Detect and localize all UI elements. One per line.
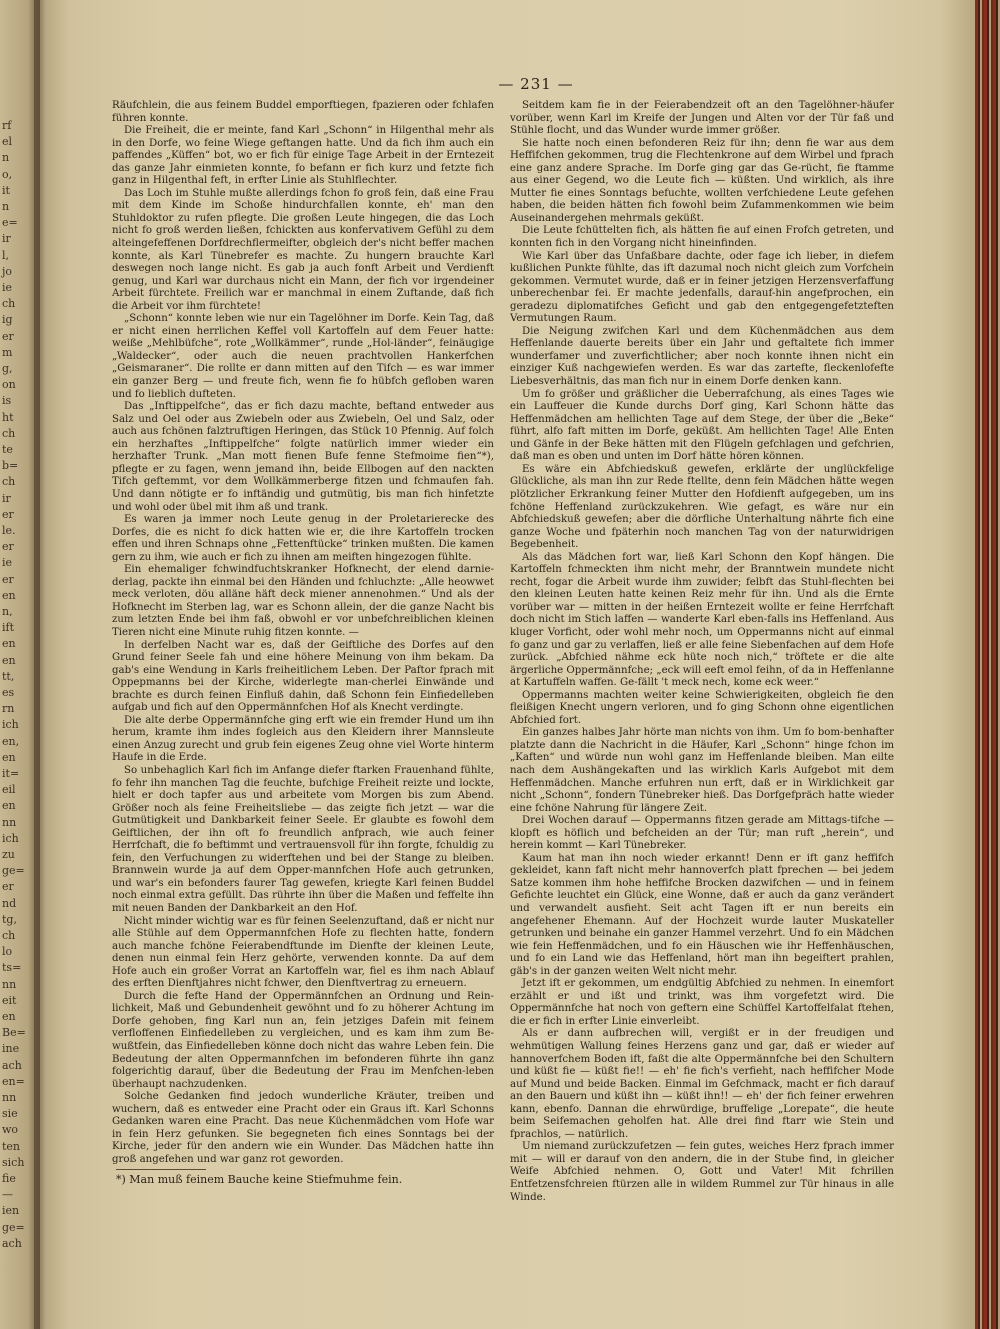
facing-page-fragment: en	[2, 1010, 16, 1023]
facing-page-fragment: ich	[2, 718, 19, 732]
left-paragraph: Solche Gedanken find jedoch wunderliche Kräuter, treiben und wuchern, daß es entweder eine Pracht oder ein Graus ift. Karl Schonns Gedanken waren eine Pracht. Das neue Küchenmädchen vom Hofe war in fein Herz gefunken. Sie begegneten fich eines Sonntags bei der Kirche, jeder für den andern wie ein Wunder. Das Mädchen hatte ihn groß angefehen und war ganz rot geworden.	[112, 1091, 494, 1165]
left-paragraph: Räufchlein, die aus feinem Buddel emporftiegen, fpazieren oder fchlafen führen konnte.	[112, 100, 494, 124]
facing-page-fragment: ach	[2, 1236, 22, 1250]
left-paragraph: In derfelben Nacht war es, daß der Geiftliche des Dorfes auf den Grund feiner Seele fah und eine höhere Meinung von ihm bekam. Da gab's eine Wendung in Karls freiheitlichem Leben. Der Paftor fprach mit Oppepmanns bei der Kirche, widerlegte man-cherlei Einwände und brachte es durch feinen Einfluß dahin, daß Schonn fein Einfiedelleben aufgab und fich auf den Oppermännfchen Hof als Knecht verdingte.	[112, 639, 494, 714]
facing-page-fragment: le.	[2, 524, 16, 537]
facing-page-fragment: nn	[2, 1091, 17, 1104]
facing-page-fragment: ge=	[2, 1220, 25, 1234]
facing-page-fragment: ach	[2, 1058, 22, 1072]
facing-page-fragment: ten	[2, 1139, 21, 1153]
facing-page-fragment: ine	[2, 1042, 20, 1056]
right-text-column	[510, 100, 894, 1204]
book-gutter	[34, 0, 46, 1329]
book-edge	[975, 0, 1000, 1329]
facing-page-fragment: sich	[2, 1155, 25, 1169]
facing-page-fragment: nn	[2, 815, 17, 829]
facing-page-fragment: it	[2, 183, 10, 197]
facing-page-fragment: ht	[2, 410, 14, 424]
facing-page-fragment: ch	[2, 297, 16, 311]
right-paragraph: Ein ganzes halbes Jahr hörte man nichts von ihm. Um fo bom-benhafter platzte dann die Nachricht in die Häufer, Karl „Schonn“ hinge fchon im „Kaften“ und würde nun wohl ganz im Heffenlande bleiben. Man eilte nach dem Aushängekaften und las wirklich Karls Aufgebot mit dem Heffenmädchen. Manche erfuhren nun erft, daß er in Wirklichkeit gar nicht „Schonn“, fondern Tünebreker hieß. Das Dorfgefpräch hatte wieder eine fchöne Nahrung für längere Zeit.	[510, 727, 894, 814]
right-paragraph: Es wäre ein Abfchiedskuß gewefen, erklärte der unglückfelige Glückliche, als man ihn zur Rede ftellte, denn fein Mädchen hätte wegen plötzlicher Erkrankung feiner Mutter den Hofdienft aufgegeben, um ins fchöne Heffenland zurückzukehren. Wie gefagt, es wäre nur ein Abfchiedskuß gewefen; aber die dörfliche Unterhaltung nährte fich eine ganze Woche und fpäterhin noch manchen Tag von der naturwidrigen Begebenheit.	[510, 463, 894, 551]
facing-page-fragment: ch	[2, 426, 16, 440]
facing-page-fragment: rn	[2, 702, 15, 716]
facing-page-fragment: es	[2, 686, 15, 699]
facing-page-fragment: ts=	[2, 961, 22, 975]
left-paragraph: So unbehaglich Karl fich im Anfange diefer ftarken Frauenhand fühlte, fo fehr ihn manchen Tag die feuchte, bufchige Freiheit reizte und lockte, hielt er doch tapfer aus und arbeitete vom Morgen bis zum Abend. Größer noch als feine Freiheitsliebe — das zeigte fich jetzt — war die Gutmütigkeit und Dankbarkeit feiner Seele. Er glaubte es fowohl dem Geiftlichen, der ihn oft fo freundlich anfprach, wie auch feiner Herrfchaft, die fo beftimmt und vertrauensvoll für ihn forgte, fchuldig zu fein, den Verfuchungen zu widerftehen und bei der Stange zu bleiben. Brannwein wurde ja auf dem Opper-mannfchen Hofe auch getrunken, und war's ein befonders faurer Tag gewefen, kriegte Karl feinen Buddel noch einmal extra gefüllt. Das rührte ihn über die Maßen und feffelte ihn mit neuen Banden der Dankbarkeit an den Hof.	[112, 764, 494, 914]
facing-page-fragment: en	[2, 799, 16, 813]
facing-page-fragment: ien	[2, 1204, 20, 1218]
facing-page-fragment: tg,	[2, 912, 17, 926]
footnote: *) Man muß feinem Bauche keine Stiefmuhme fein.	[116, 1173, 403, 1187]
facing-page-fragment: sie	[2, 1107, 18, 1121]
facing-page-fragment: g,	[2, 362, 13, 375]
right-paragraph: Jetzt ift er gekommen, um endgültig Abfchied zu nehmen. In einemfort erzählt er und ißt und trinkt, was ihm vorgefetzt wird. Die Oppermännfche hat noch von geftern eine Schüffel Kartoffelfalat ftehen, die er fich in erfter Linie einverleibt.	[510, 978, 894, 1027]
facing-page-fragment: it=	[2, 767, 20, 780]
facing-page-fragment: ch	[2, 475, 16, 489]
right-paragraph: Oppermanns machten weiter keine Schwierigkeiten, obgleich fie den fleißigen Knecht ungern verloren, und fo ging Schonn ohne eigentlichen Abfchied fort.	[510, 689, 894, 726]
facing-page-fragment: e=	[2, 216, 18, 230]
left-text-column	[112, 100, 494, 1187]
left-paragraph: Die alte derbe Oppermännfche ging erft wie ein fremder Hund um ihn herum, kramte ihm indes fogleich aus den Kleidern ihrer Mannsleute einen Anzug zurecht und grub fein eigenes Zeug ohne viel Worte hinterm Haufe in die Erde.	[112, 714, 494, 764]
facing-page-fragment: jo	[2, 264, 13, 278]
facing-page-fragment: ir	[2, 491, 11, 505]
facing-page-fragment: er	[2, 540, 14, 554]
right-paragraph: Als das Mädchen fort war, ließ Karl Schonn den Kopf hängen. Die Kartoffeln fchmeckten ihm nicht mehr, der Branntwein mundete nicht recht, fogar die Arbeit wurde ihm zuwider; felbft das Stuhl-flechten bei den kleinen Leuten hatte keinen Reiz mehr für ihn. Und als die Ernte vorüber war — mitten in der heißen Erntezeit wollte er feine Herrfchaft doch nicht im Stich laffen — wanderte Karl eben-falls ins Heffenland. Aus kluger Vorficht, oder wohl mehr noch, um Oppermanns nicht auf einmal fo ganz und gar zu verlaffen, ließ er alle feine Siebenfachen auf dem Hofe zurück. „Abfchied nähme eck hüte noch nich,“ tröftete er die alte ärgerliche Oppermännfche; „eck will eeft emol feihn, of da in Heffenlanne at Kartuffeln waffen. Ge-fällt 't meck nech, kome eck weer.“	[510, 551, 894, 689]
right-paragraph: Kaum hat man ihn noch wieder erkannt! Denn er ift ganz heffifch gekleidet, kann faft nicht mehr hannoverfch platt fprechen — bei jedem Satze kommen ihm hohe heffifche Brocken dazwifchen — und in feinem Gefichte leuchtet ein Glück, eine Wonne, daß er auch da ganz verändert und verwandelt ausfieht. Seit acht Tagen ift er nun bereits ein angefehener Ehemann. Auf der Hochzeit wurde lauter Muskateller getrunken und beinahe ein ganzer Hammel verzehrt. Und fo ein Mädchen wie fein Heffenmädchen, und fo ein Häuschen wie ihr Heffenhäuschen, und fo ein Land wie das Heffenland, hört man ihn begeiftert prahlen, gäb's in der ganzen weiten Welt nicht mehr.	[510, 852, 894, 977]
right-paragraph: Die Neigung zwifchen Karl und dem Küchenmädchen aus dem Heffenlande dauerte bereits über ein Jahr und geftaltete fich immer wunderfamer und zuverfichtlicher; aber noch konnte ihnen nicht ein einziger Kuß nachgewiefen werden. Es war das zartefte, fleckenlofefte Liebesverhältnis, das man fich nur in einem Dorfe denken kann.	[510, 325, 894, 388]
right-paragraph: Um niemand zurückzufetzen — fein gutes, weiches Herz fprach immer mit — will er darauf von den andern, die in der Stube find, in gleicher Weife Abfchied nehmen. O, Gott und Vater! Mit fchrillen Entfetzensfchreien ftürzen alle in wildem Rummel zur Tür hinaus in alle Winde.	[510, 1141, 894, 1203]
facing-page-fragment: en	[2, 588, 16, 602]
facing-page-fragment: er	[2, 880, 14, 894]
facing-page-fragment: ie	[2, 556, 13, 570]
left-paragraph: Nicht minder wichtig war es für feinen Seelenzuftand, daß er nicht nur alle Stühle auf dem Oppermannfchen Hofe zu flechten hatte, fondern auch manche fchöne Feierabendftunde im Dienfte der kleinen Leute, denen nun einmal fein Herz gehörte, verwenden konnte. Da auf dem Hofe auch ein großer Vorrat an Kartoffeln war, fiel es ihm nach Ablauf des erften Dienftjahres nicht fchwer, den Dienftvertrag zu erneuern.	[112, 915, 494, 990]
facing-page-fragment: Be=	[2, 1026, 26, 1040]
facing-page-fragment: is	[2, 394, 12, 408]
facing-page-fragment: ie	[2, 281, 13, 294]
facing-page-fragment: n	[2, 151, 10, 165]
facing-page-fragment: er	[2, 572, 14, 586]
facing-page-fragment: b=	[2, 459, 19, 473]
facing-page-fragment: el	[2, 135, 13, 149]
facing-page-fragment: zu	[2, 848, 15, 861]
left-paragraph: Es waren ja immer noch Leute genug in der Proletarierecke des Dorfes, die es nicht fo dick hatten wie er, die ihre Kartoffeln trocken effen und ihren Schnaps ohne „Fettenftücke“ trinken mußten. Die kamen gern zu ihm, wie auch er fich zu ihnen am meiften hingezogen fühlte.	[112, 514, 494, 563]
right-paragraph: Wie Karl über das Unfaßbare dachte, oder fage ich lieber, in diefem kußlichen Punkte fühlte, das ift dazumal noch nicht gleich zum Vorfchein gekommen. Vermutet wurde, daß er in feiner jetzigen Herzensverfaffung unberechenbar fei. Er machte jedenfalls, darauf-hin angefprochen, ein geradezu diplomatifches Geficht und gab den entgegengefetzteften Vermutungen Raum.	[510, 250, 894, 325]
facing-page-fragment: m	[2, 345, 13, 359]
left-paragraph: Durch die fefte Hand der Oppermännfchen an Ordnung und Rein-lichkeit, Maß und Gebundenheit gewöhnt und fo zu höherer Achtung im Dorfe gehoben, fing Karl nun an, fein jetziges Dafein mit feinem verfloffenen Einfiedelleben zu vergleichen, und es kam ihm zum Be-wußtfein, das Einfiedelleben könne doch nicht das wahre Leben fein. Die Bedeutung der alten Oppermannfchen im befonderen führte ihn ganz folgerichtig darauf, über die Bedeutung der Frau im Menfchen-leben überhaupt nachzudenken.	[112, 990, 494, 1090]
facing-page-fragment: nd	[2, 896, 17, 910]
facing-page-fragment: eil	[2, 783, 16, 797]
facing-page-fragment: en	[2, 750, 16, 764]
right-paragraph: Sie hatte noch einen befonderen Reiz für ihn; denn fie war aus dem Heffifchen gekommen, trug die Flechtenkrone auf dem Wirbel und fprach eine ganz andere Sprache. Im Dorfe ging gar das Ge-rücht, fie ftamme aus einer Gegend, wo die Leute fich — küßten. Und wirklich, als ihre Mutter fie eines Sonntags befuchte, wollten verfchiedene Leute gefehen haben, die beiden hätten fich fowohl beim Zufammenkommen wie beim Auseinandergehen mehrmals geküßt.	[510, 137, 894, 224]
facing-page-fragment: ig	[2, 313, 13, 327]
right-paragraph: Die Leute fchüttelten fich, als hätten fie auf einen Frofch getreten, und konnten fich in den Vorgang nicht hineinfinden.	[510, 225, 894, 250]
left-paragraph: „Schonn“ konnte leben wie nur ein Tagelöhner im Dorfe. Kein Tag, daß er nicht einen herrlichen Keffel voll Kartoffeln auf dem Feuer hatte: weiße „Mehlbüfche“, rote „Wollkämmer“, runde „Hol-länder“, feinäugige „Waldecker“, oder auch die neuen prachtvollen Hankerfchen „Geismaraner“. Die rollte er dann mitten auf den Tifch — es war immer ein ganzer Berg — und freute fich, wenn fie fo hübfch gefloben waren und fo lieblich dufteten.	[112, 313, 494, 400]
right-paragraph: Als er dann aufbrechen will, vergißt er in der freudigen und wehmütigen Wallung feines Herzens ganz und gar, daß er wieder auf hannoverfchem Boden ift, faßt die alte Oppermännfche bei den Schultern und küßt fie — küßt fie!! — eh' fie fich's verfieht, nach heffifcher Mode auf Mund und beide Backen. Einmal im Gefchmack, macht er fich darauf an den Bauern und küßt ihn — küßt ihn!! — eh' der fich feiner erwehren kann, ebenfo. Dannan die ehrwürdige, bruffelige „Lorepate“, die heute beim Seifemachen geholfen hat. Alle drei find ftarr wie Stein und fprachlos, — natürlich.	[510, 1028, 894, 1140]
facing-page-fragment: n,	[2, 605, 13, 618]
facing-page-fragment: ch	[2, 929, 16, 942]
facing-page-fragment: on	[2, 378, 16, 392]
facing-page-fragment: l,	[2, 248, 10, 262]
facing-page-fragment: en	[2, 653, 16, 667]
facing-page-fragment: o,	[2, 167, 13, 181]
facing-page-fragment: tt,	[2, 669, 15, 683]
facing-page-fragment: er	[2, 329, 14, 343]
page-number: — 231 —	[498, 75, 574, 93]
facing-page-fragment: eit	[2, 993, 17, 1007]
right-paragraph: Um fo größer und gräßlicher die Ueberrafchung, als eines Tages wie ein Lauffeuer die Kunde durchs Dorf ging, Karl Schonn hätte das Heffenmädchen am hellichten Tage auf dem Stege, der über die „Beke“ führt, alfo faft mitten im Dorfe, geküßt. Am hellichten Tage! Alle Enten und Gänfe in der Beke hätten mit den Flügeln gefchlagen und gefchrien, daß man es oben und unten im Dorf hätte hören können.	[510, 388, 894, 463]
facing-page-fragment: ge=	[2, 864, 25, 878]
facing-page-fragment: n	[2, 200, 10, 213]
facing-page-fragment: nn	[2, 977, 17, 991]
facing-page-fragment: er	[2, 507, 14, 521]
facing-page-fragment: —	[2, 1188, 13, 1202]
left-paragraph: Ein ehemaliger fchwindfuchtskranker Hofknecht, der elend darnie-derlag, packte ihn einmal bei den Händen und fchluchzte: „Alle heowwet meck verloten, döu alläne häft deck miener annenohmen.“ Und als der Hofknecht im Sterben lag, war es Schonn allein, der die ganze Nacht bis zum letzten Ende bei ihm faß, obwohl er vor unbefchreiblichen kleinen Tieren nicht eine Minute ruhig fitzen konnte. —	[112, 564, 494, 638]
facing-page-fragment: ich	[2, 831, 19, 845]
left-paragraph: Die Freiheit, die er meinte, fand Karl „Schonn“ in Hilgenthal mehr als in den Dorfe, wo feine Wiege geftangen hatte. Und da fich ihm auch ein paffendes „Küffen“ bot, wo er fich für einige Tage Arbeit in der Erntezeit das ganze Jahr einmieten konnte, fo befann er fich kurz und fetzte fich ganz in Hilgenthal feft, in erfter Linie als Stuhlflechter.	[112, 125, 494, 187]
facing-page-fragment: en,	[2, 734, 20, 748]
footnote-separator	[116, 1169, 206, 1170]
facing-page-fragment: wo	[2, 1123, 19, 1137]
facing-page-fragment: en=	[2, 1074, 25, 1088]
right-paragraph: Seitdem kam fie in der Feierabendzeit oft an den Tagelöhner-häufer vorüber, wenn Karl im Kreife der Jungen und Alten vor der Tür faß und Stühle flocht, und das Wunder wurde immer größer.	[510, 100, 894, 137]
facing-page-fragment: en	[2, 637, 16, 651]
left-paragraph: Das Loch im Stuhle mußte allerdings fchon fo groß fein, daß eine Frau mit dem Kinde im Schoße hindurchfallen konnte, eh' man den Stuhldoktor zu rufen pflegte. Die großen Leute hingegen, die das Loch nicht fo groß werden ließen, fchickten aus konfervativem Gefühl zu dem alteingefeffenen Dorfdrechflermeifter, obgleich der's nicht beffer machen konnte, als Karl Tünebrefer es machte. Zu hungern brauchte Karl deswegen noch lange nicht. Es gab ja auch fonft Arbeit und Verdienft genug, und Karl war durchaus nicht ein Mann, der fich vor irgendeiner Arbeit fürchtete. Freilich war er manchmal in einem Zuftande, daß fich die Arbeit vor ihm fürchtete!	[112, 187, 494, 312]
facing-page-fragment: ift	[2, 621, 15, 635]
facing-page-fragment: rf	[2, 119, 12, 132]
facing-page-fragment: te	[2, 443, 13, 456]
facing-page-fragment: ir	[2, 232, 11, 246]
left-paragraph: Das „Inftippelfche“, das er fich dazu machte, beftand entweder aus Salz und Oel oder aus Zwiebeln oder aus Zwiebeln, Oel und Salz, oder auch aus fchönen falztruftigen Heringen, das Stück 10 Pfennig. Auf folch ein herzhaftes „Inftippelfche“ folgte natürlich immer wieder ein herzhafter Trunk. „Man mott fienen Bufe fenne Stefmoime fien“*), pflegte er zu fagen, wenn jemand ihn, beide Ellbogen auf den nackten Tifch geftemmt, vor dem Wollkämmerberge fitzen und fchmaufen fah. Und dann nötigte er fo inftändig und gutmütig, bis man fich hinfetzte und wohl oder übel mit ihm aß und trank.	[112, 401, 494, 513]
facing-page-fragment: fie	[2, 1172, 16, 1185]
facing-page-fragment: lo	[2, 945, 13, 959]
right-paragraph: Drei Wochen darauf — Oppermanns fitzen gerade am Mittags-tifche — klopft es höflich und befcheiden an der Tür; man ruft „herein“, und herein kommt — Karl Tünebreker.	[510, 815, 894, 852]
